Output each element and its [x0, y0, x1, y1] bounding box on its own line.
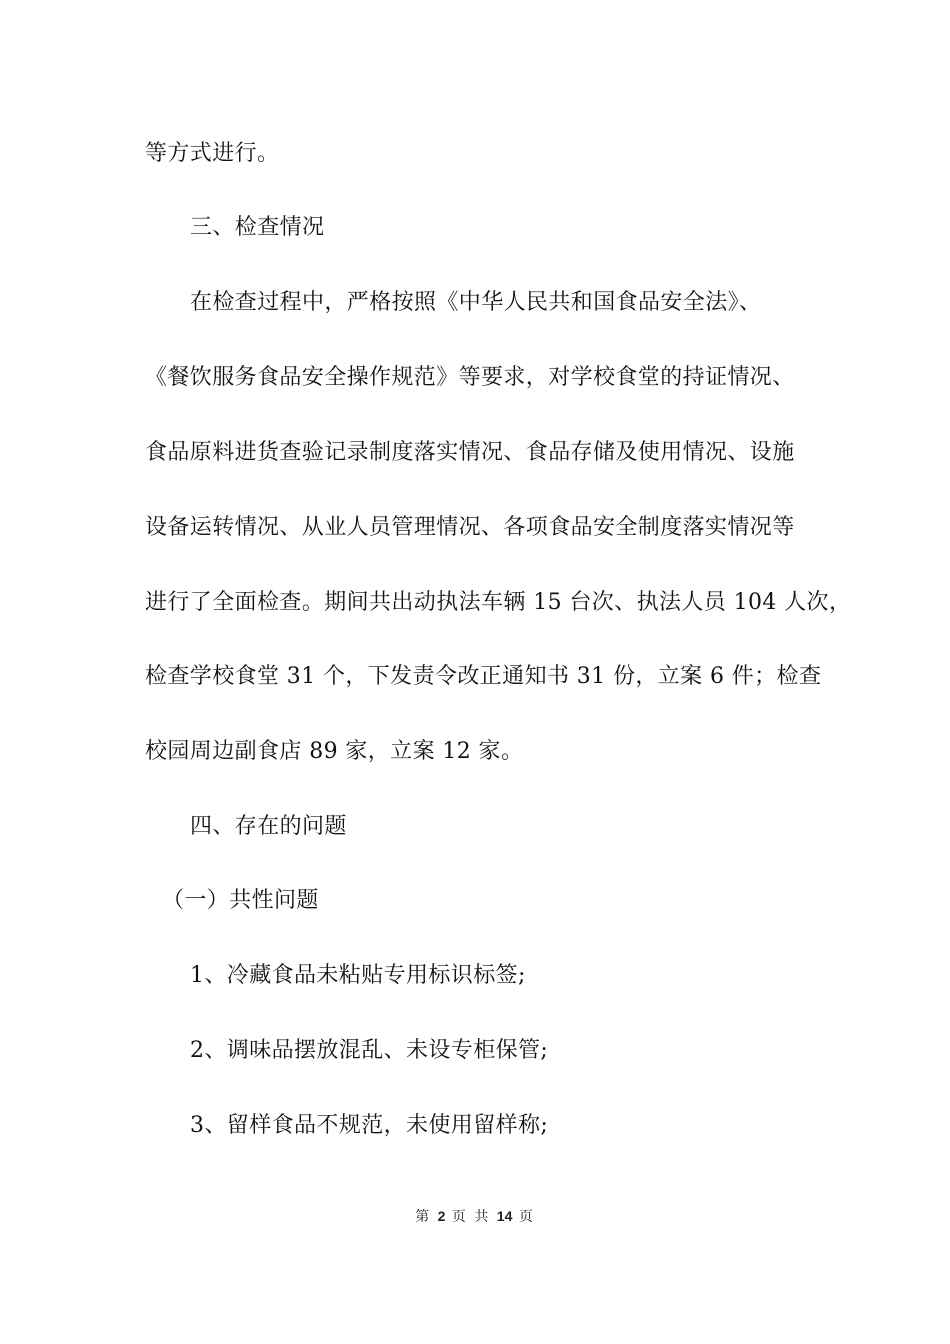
list-item: 1、冷藏食品未粘贴专用标识标签;	[190, 963, 526, 988]
paragraph-line: 设备运转情况、从业人员管理情况、各项食品安全制度落实情况等	[145, 515, 795, 540]
paragraph-line: 《餐饮服务食品安全操作规范》等要求，对学校食堂的持证情况、	[145, 365, 795, 390]
footer-page-number: 2	[437, 1208, 446, 1224]
paragraph-line: 食品原料进货查验记录制度落实情况、食品存储及使用情况、设施	[145, 440, 795, 465]
list-item: 2、调味品摆放混乱、未设专柜保管;	[190, 1038, 549, 1063]
subsection-heading-common-problems: （一）共性问题	[162, 888, 319, 913]
section-heading-inspection: 三、检查情况	[190, 215, 325, 240]
paragraph-line: 检查学校食堂 31 个，下发责令改正通知书 31 份，立案 6 件；检查	[145, 664, 822, 689]
paragraph-line: 校园周边副食店 89 家，立案 12 家。	[145, 739, 524, 764]
footer-middle: 页 共	[451, 1209, 491, 1225]
paragraph-line: 进行了全面检查。期间共出动执法车辆 15 台次、执法人员 104 人次，	[145, 590, 852, 615]
paragraph-line: 在检查过程中，严格按照《中华人民共和国食品安全法》、	[190, 290, 762, 315]
footer-total-pages: 14	[496, 1208, 513, 1224]
list-item: 3、留样食品不规范，未使用留样称;	[190, 1113, 549, 1138]
page-footer	[0, 1206, 950, 1227]
section-heading-problems: 四、存在的问题	[190, 814, 347, 839]
footer-suffix: 页	[518, 1209, 535, 1225]
footer-prefix: 第	[415, 1209, 432, 1225]
paragraph-line: 等方式进行。	[145, 141, 280, 166]
